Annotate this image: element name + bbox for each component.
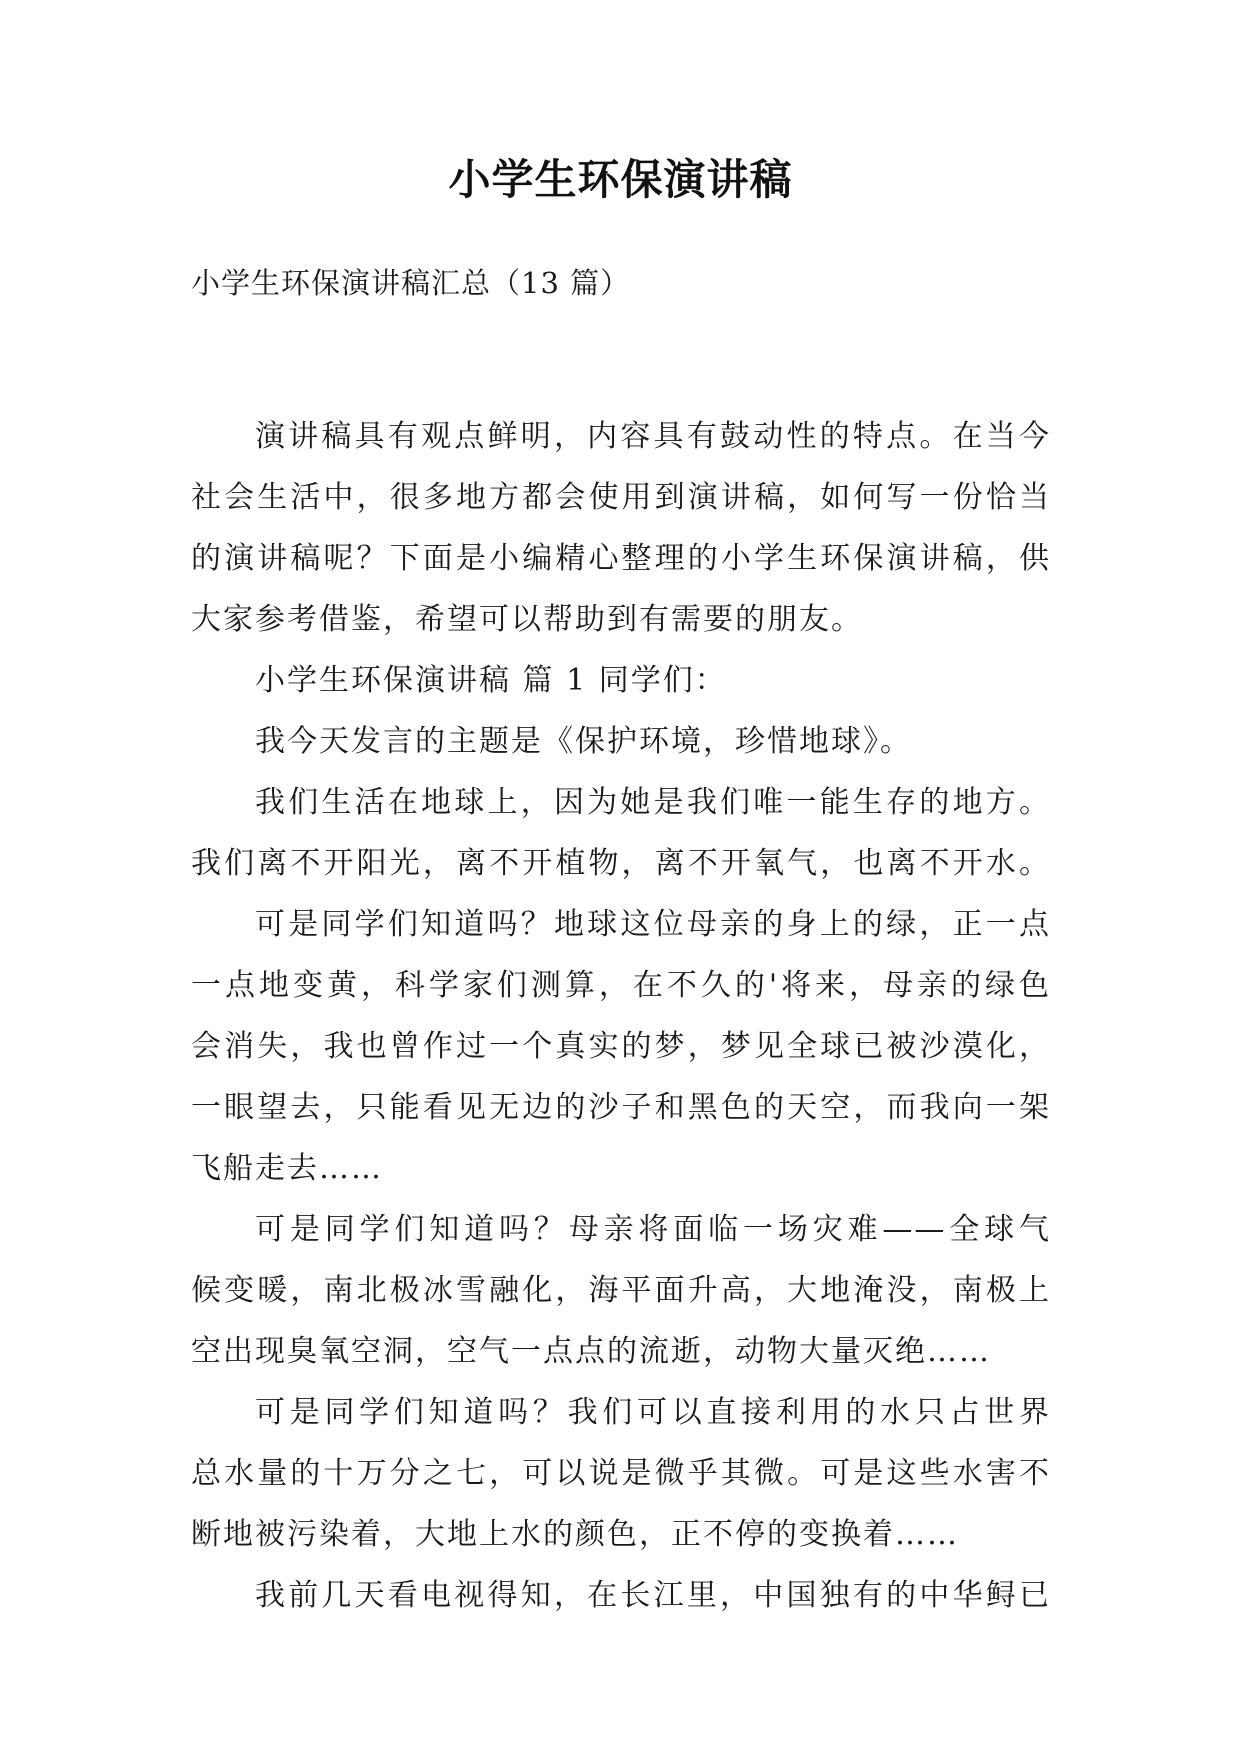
document-body	[191, 406, 1051, 1626]
text-line: 我们离不开阳光，离不开植物，离不开氧气，也离不开水。	[191, 846, 1051, 881]
text-line: 总水量的十万分之七，可以说是微乎其微。可是这些水害不	[191, 1456, 1051, 1491]
text-line: 候变暖，南北极冰雪融化，海平面升高，大地淹没，南极上	[191, 1273, 1051, 1308]
text-line: 演讲稿具有观点鲜明，内容具有鼓动性的特点。在当今	[255, 419, 1051, 454]
text-line: 我今天发言的主题是《保护环境，珍惜地球》。	[255, 724, 912, 759]
document-subtitle: 小学生环保演讲稿汇总（13 篇）	[191, 266, 631, 300]
text-line: 可是同学们知道吗？母亲将面临一场灾难——全球气	[255, 1212, 1051, 1247]
text-line: 社会生活中，很多地方都会使用到演讲稿，如何写一份恰当	[191, 480, 1051, 515]
text-line: 断地被污染着，大地上水的颜色，正不停的变换着……	[191, 1517, 959, 1552]
text-line: 空出现臭氧空洞，空气一点点的流逝，动物大量灭绝……	[191, 1334, 991, 1369]
text-line: 一点地变黄，科学家们测算，在不久的'将来，母亲的绿色	[191, 968, 1051, 1003]
text-line: 飞船走去……	[191, 1151, 383, 1186]
text-line: 会消失，我也曾作过一个真实的梦，梦见全球已被沙漠化，	[191, 1029, 1051, 1064]
text-line: 我们生活在地球上，因为她是我们唯一能生存的地方。	[255, 785, 1051, 820]
text-line: 一眼望去，只能看见无边的沙子和黑色的天空，而我向一架	[191, 1090, 1051, 1125]
text-line: 我前几天看电视得知，在长江里，中国独有的中华鲟已	[255, 1578, 1051, 1613]
text-line: 可是同学们知道吗？我们可以直接利用的水只占世界	[255, 1395, 1051, 1430]
text-line: 的演讲稿呢？下面是小编精心整理的小学生环保演讲稿，供	[191, 541, 1051, 576]
text-line: 小学生环保演讲稿 篇 1 同学们：	[255, 663, 727, 698]
document-title: 小学生环保演讲稿	[448, 155, 793, 204]
text-line: 可是同学们知道吗？地球这位母亲的身上的绿，正一点	[255, 907, 1051, 942]
text-line: 大家参考借鉴，希望可以帮助到有需要的朋友。	[191, 602, 863, 637]
